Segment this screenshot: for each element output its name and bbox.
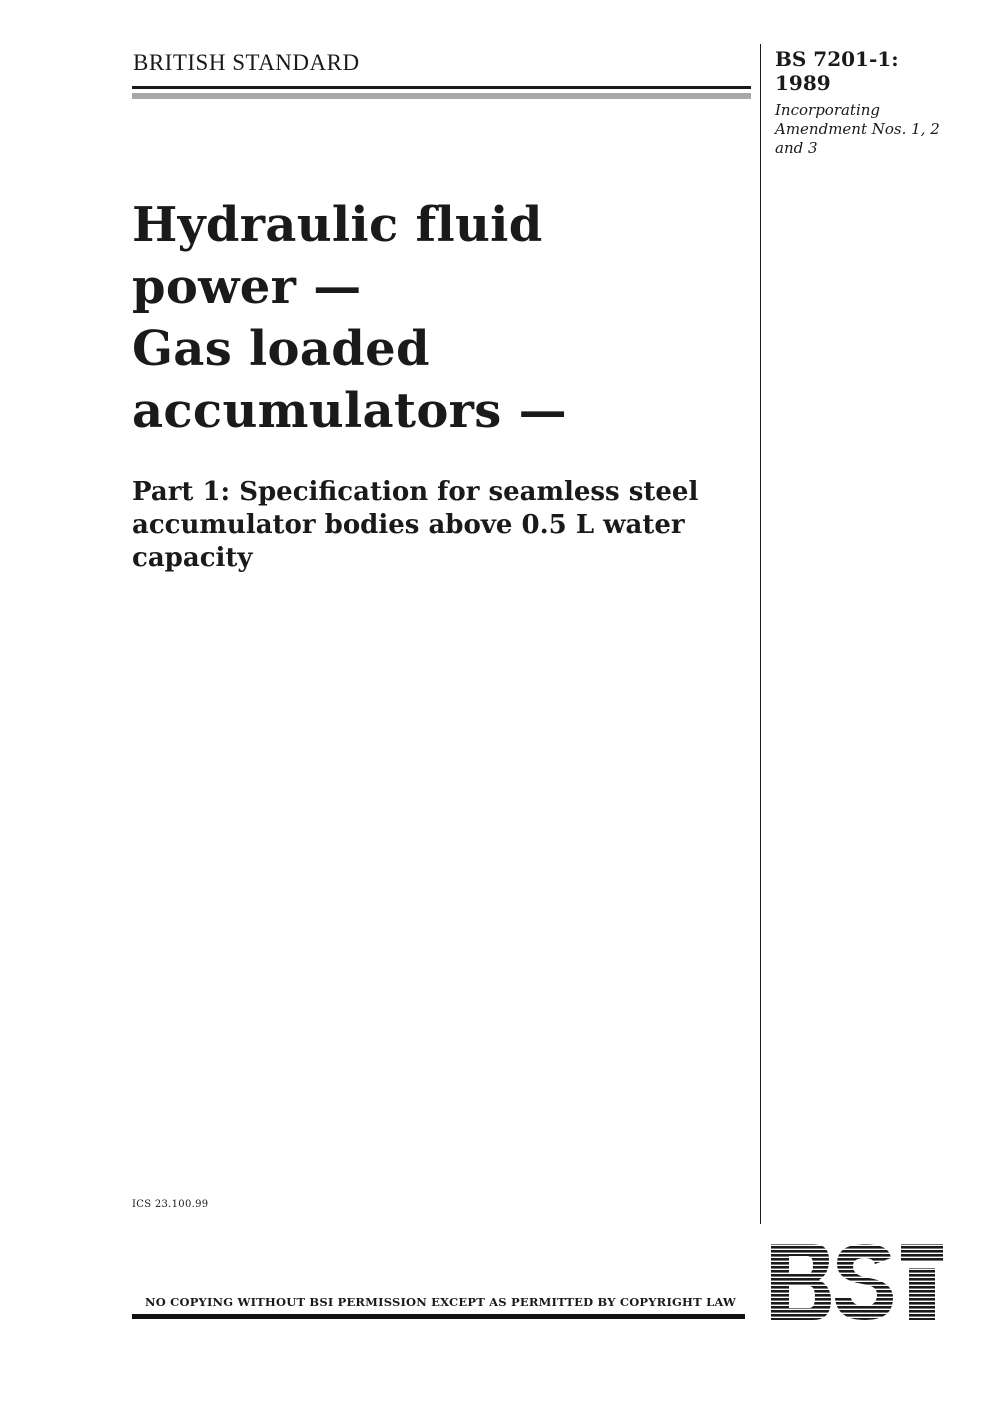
bsi-logo <box>769 1242 945 1322</box>
header-rule-grey <box>132 93 751 99</box>
publication-type-label: BRITISH STANDARD <box>133 50 360 75</box>
amendment-line: Amendment Nos. 1, 2 <box>775 120 940 138</box>
amendment-note <box>775 101 955 158</box>
standard-number <box>775 47 965 95</box>
standard-year-line: 1989 <box>775 71 831 95</box>
document-subtitle: Part 1: Specification for seamless steel accumulator bodies above 0.5 L water capacity <box>132 477 699 573</box>
ics-code: ICS 23.100.99 <box>132 1199 209 1210</box>
title-line: accumulators — <box>132 383 567 439</box>
column-divider <box>760 44 761 1224</box>
amendment-line: and 3 <box>775 139 818 157</box>
header-rule-dark <box>132 86 751 89</box>
title-line: Gas loaded <box>132 321 430 377</box>
amendment-line: Incorporating <box>775 101 881 119</box>
footer-rule <box>132 1314 745 1319</box>
title-line: power — <box>132 259 362 315</box>
document-title <box>132 194 742 442</box>
title-line: Hydraulic fluid <box>132 197 543 253</box>
copyright-notice: NO COPYING WITHOUT BSI PERMISSION EXCEPT AS PERMITTED BY COPYRIGHT LAW <box>145 1295 737 1309</box>
standard-number-line: BS 7201-1: <box>775 47 899 71</box>
